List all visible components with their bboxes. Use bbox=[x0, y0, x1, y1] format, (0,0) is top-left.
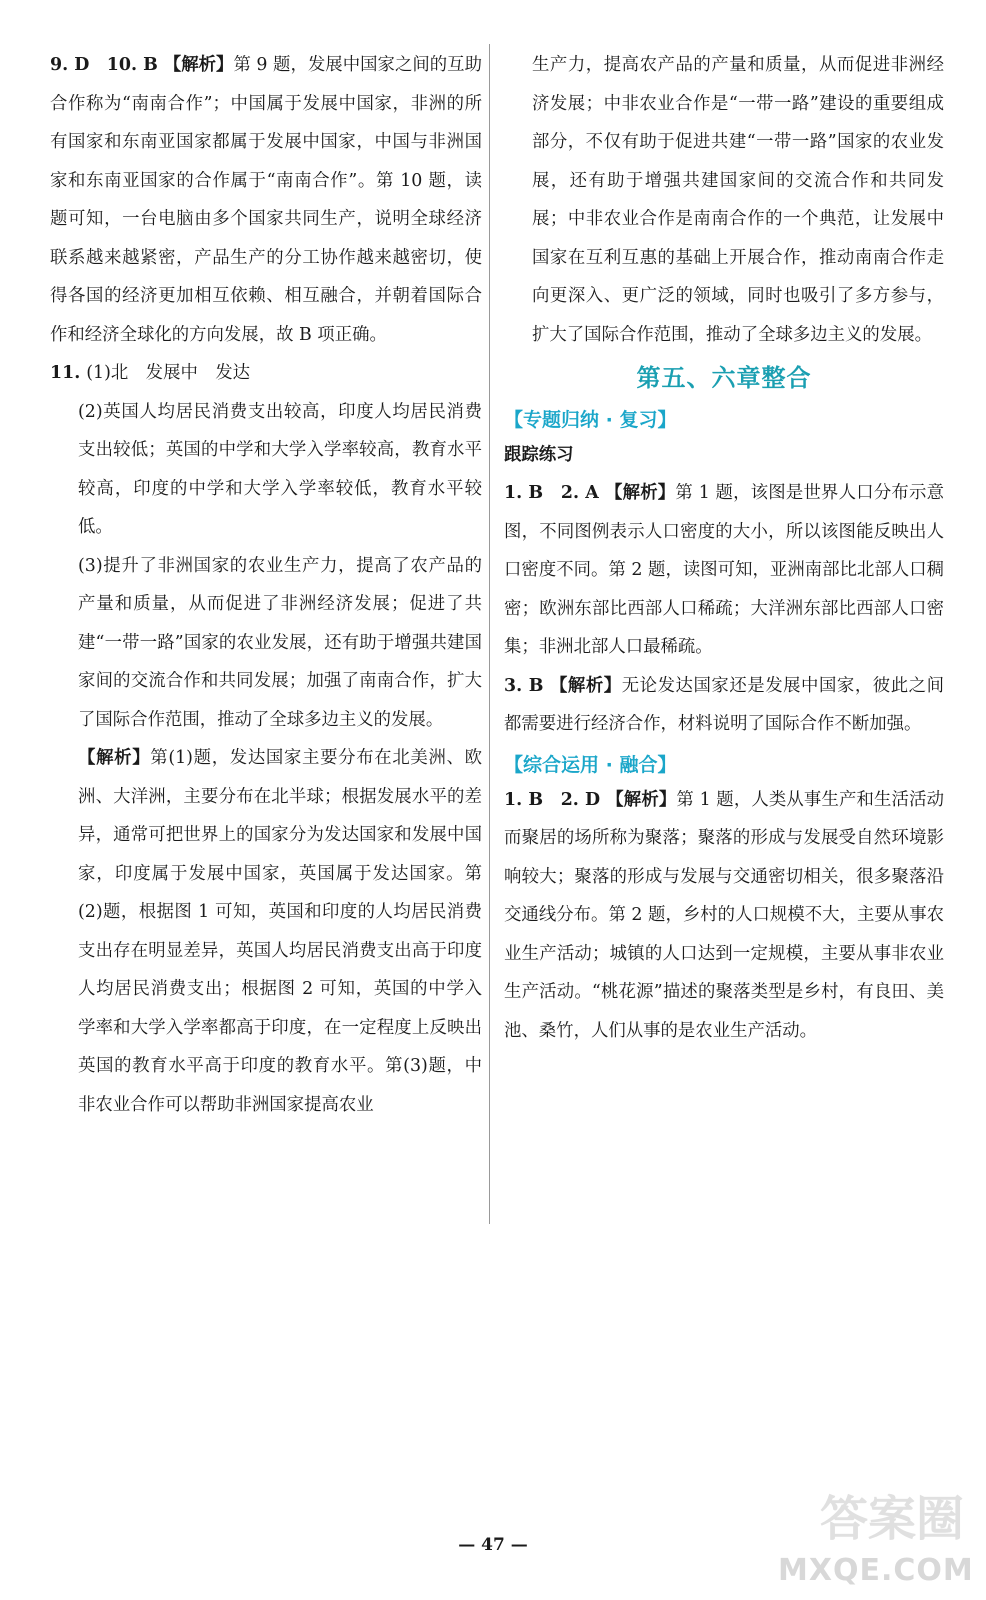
answer-11-part1 bbox=[50, 354, 482, 393]
question-number: 11. bbox=[50, 363, 81, 383]
section-badge-apply: 【综合运用 · 融合】 bbox=[504, 753, 677, 776]
answer-key: 1. B 2. A bbox=[504, 483, 599, 503]
watermark-url: MXQE.COM bbox=[778, 1553, 974, 1588]
answer-key: 3. B bbox=[504, 675, 544, 696]
answer-1-2 bbox=[504, 474, 944, 667]
watermark-logo bbox=[778, 1480, 974, 1590]
analysis-tag: 【解析】 bbox=[604, 483, 676, 503]
answer-key: 9. D 10. B bbox=[50, 55, 158, 75]
subheading-practice: 跟踪练习 bbox=[504, 445, 574, 465]
answer-11-part2: (2)英国人均居民消费支出较高，印度人均居民消费支出较低；英国的中学和大学入学率较高，教育水平较高，印度的中学和大学入学率较低，教育水平较低。 bbox=[78, 401, 482, 537]
left-column bbox=[50, 46, 482, 1124]
answer-11-part3: (3)提升了非洲国家的农业生产力，提高了农产品的产量和质量，从而促进了非洲经济发展；促进了共建“一带一路”国家的农业发展，还有助于增强共建国家间的交流合作和共同发展；加强了南南合作，扩大了国际合作范围，推动了全球多边主义的发展。 bbox=[78, 555, 482, 730]
analysis-text: 无论发达国家还是发展中国家，彼此之间都需要进行经济合作，材料说明了国际合作不断加强。 bbox=[504, 675, 944, 734]
analysis-tag: 【解析】 bbox=[78, 748, 151, 768]
watermark-cn: 答案圈 bbox=[819, 1491, 964, 1547]
chapter-title: 第五、六章整合 bbox=[636, 364, 812, 392]
answer-11-analysis bbox=[50, 739, 482, 1124]
analysis-text: 第(1)题，发达国家主要分布在北美洲、欧洲、大洋洲，主要分布在北半球；根据发展水平的差异，通常可把世界上的国家分为发达国家和发展中国家，印度属于发展中国家，英国属于发达国家。第(2)题，根据图 1 可知，英国和印度的人均居民消费支出存在明显差异，英国人均居民消费支出高于印度人均居民消费支出；根据图 2 可知，英国的中学入学率和大学入学率都高于印度，在一定程度上反映出英国的教育水平高于印度的教育水平。第(3)题，中非农业合作可以帮助非洲国家提高农业 bbox=[78, 748, 482, 1115]
section-badge-review: 【专题归纳 · 复习】 bbox=[504, 409, 677, 431]
analysis-text: 第 9 题，发展中国家之间的互助合作称为“南南合作”；中国属于发展中国家，非洲的所有国家和东南亚国家都属于发展中国家，中国与非洲国家和东南亚国家的合作属于“南南合作”。第 10 题，读题可知，一台电脑由多个国家共同生产，说明全球经济联系越来越紧密，产品生产的分工协作越来越密切，使得各国的经济更加相互依赖、相互融合，并朝着国际合作和经济全球化的方向发展，故 B 项正确。 bbox=[50, 55, 482, 345]
analysis-text: 第 1 题，人类从事生产和生活活动而聚居的场所称为聚落；聚落的形成与发展受自然环境影响较大；聚落的形成与发展与交通密切相关，很多聚落沿交通线分布。第 2 题，乡村的人口规模不大，主要从事农业生产活动；城镇的人口达到一定规模，主要从事非农业生产活动。“桃花源”描述的聚落类型是乡村，有良田、美池、桑竹，人们从事的是农业生产活动。 bbox=[504, 789, 945, 1041]
answer-1-2-apply bbox=[504, 781, 944, 1051]
analysis-tag: 【解析】 bbox=[549, 675, 622, 696]
right-column bbox=[504, 46, 944, 1050]
analysis-tag: 【解析】 bbox=[606, 789, 677, 810]
page-number: — 47 — bbox=[458, 1535, 528, 1555]
answer-9-10 bbox=[50, 46, 482, 354]
answer-text: (1)北 发展中 发达 bbox=[86, 363, 251, 383]
answer-3 bbox=[504, 667, 944, 744]
analysis-text: 第 1 题，该图是世界人口分布示意图，不同图例表示人口密度的大小，所以该图能反映出人口密度不同。第 2 题，读图可知，亚洲南部比北部人口稠密；欧洲东部比西部人口稀疏；大洋洲东部比西部人口密集；非洲北部人口最稀疏。 bbox=[504, 483, 944, 657]
analysis-continuation: 生产力，提高农产品的产量和质量，从而促进非洲经济发展；中非农业合作是“一带一路”建设的重要组成部分，不仅有助于促进共建“一带一路”国家的农业发展，还有助于增强共建国家间的交流合作和共同发展；中非农业合作是南南合作的一个典范，让发展中国家在互利互惠的基础上开展合作，推动南南合作走向更深入、更广泛的领域，同时也吸引了多方参与，扩大了国际合作范围，推动了全球多边主义的发展。 bbox=[532, 55, 944, 345]
analysis-tag: 【解析】 bbox=[163, 55, 234, 75]
column-divider bbox=[489, 44, 490, 1224]
answer-key: 1. B 2. D bbox=[504, 789, 601, 810]
